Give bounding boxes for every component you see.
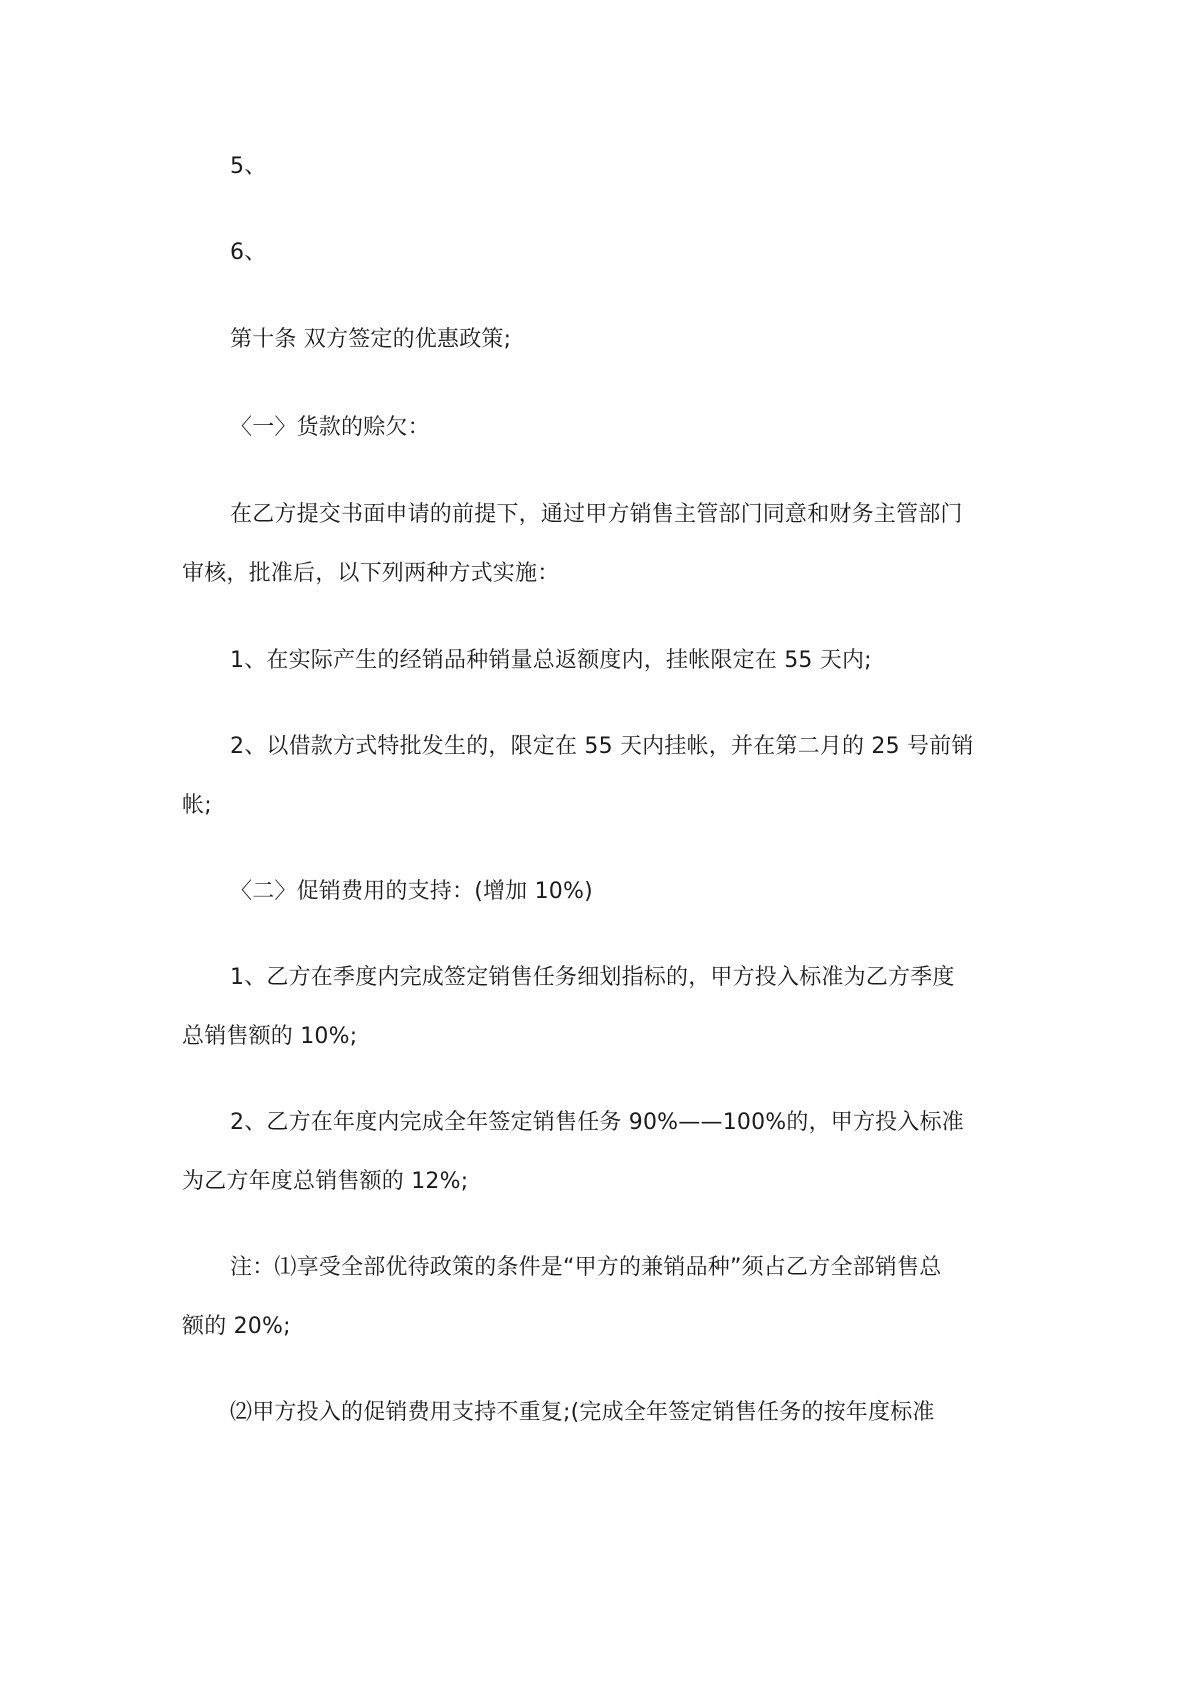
section-1-intro-line-2: 审核，批准后，以下列两种方式实施： [182,561,560,586]
section-2-item-1-line-2: 总销售额的 10%; [182,1024,358,1049]
section-1-item-2-line-1: 2、以借款方式特批发生的，限定在 55 天内挂帐，并在第二月的 25 号前销 [230,734,974,759]
article-10-heading: 第十条 双方签定的优惠政策; [230,327,512,352]
section-1-intro-line-1: 在乙方提交书面申请的前提下，通过甲方销售主管部门同意和财务主管部门 [230,502,963,527]
note-1-line-1: 注：⑴享受全部优待政策的条件是“甲方的兼销品种”须占乙方全部销售总 [230,1255,942,1280]
note-2-line-1: ⑵甲方投入的促销费用支持不重复;(完成全年签定销售任务的按年度标准 [230,1400,935,1425]
section-1-item-1: 1、在实际产生的经销品种销量总返额度内，挂帐限定在 55 天内; [230,648,872,673]
section-1-heading: 〈一〉货款的赊欠： [230,415,430,440]
section-2-item-2-line-2: 为乙方年度总销售额的 12%; [182,1169,469,1194]
section-2-heading: 〈二〉促销费用的支持：(增加 10%) [230,879,593,904]
note-1-line-2: 额的 20%; [182,1314,291,1339]
item-5-label: 5、 [230,154,267,179]
section-2-item-1-line-1: 1、乙方在季度内完成签定销售任务细划指标的，甲方投入标准为乙方季度 [230,965,955,990]
section-2-item-2-line-1: 2、乙方在年度内完成全年签定销售任务 90%——100%的，甲方投入标准 [230,1110,964,1135]
section-1-item-2-line-2: 帐; [182,793,212,818]
item-6-label: 6、 [230,240,267,265]
